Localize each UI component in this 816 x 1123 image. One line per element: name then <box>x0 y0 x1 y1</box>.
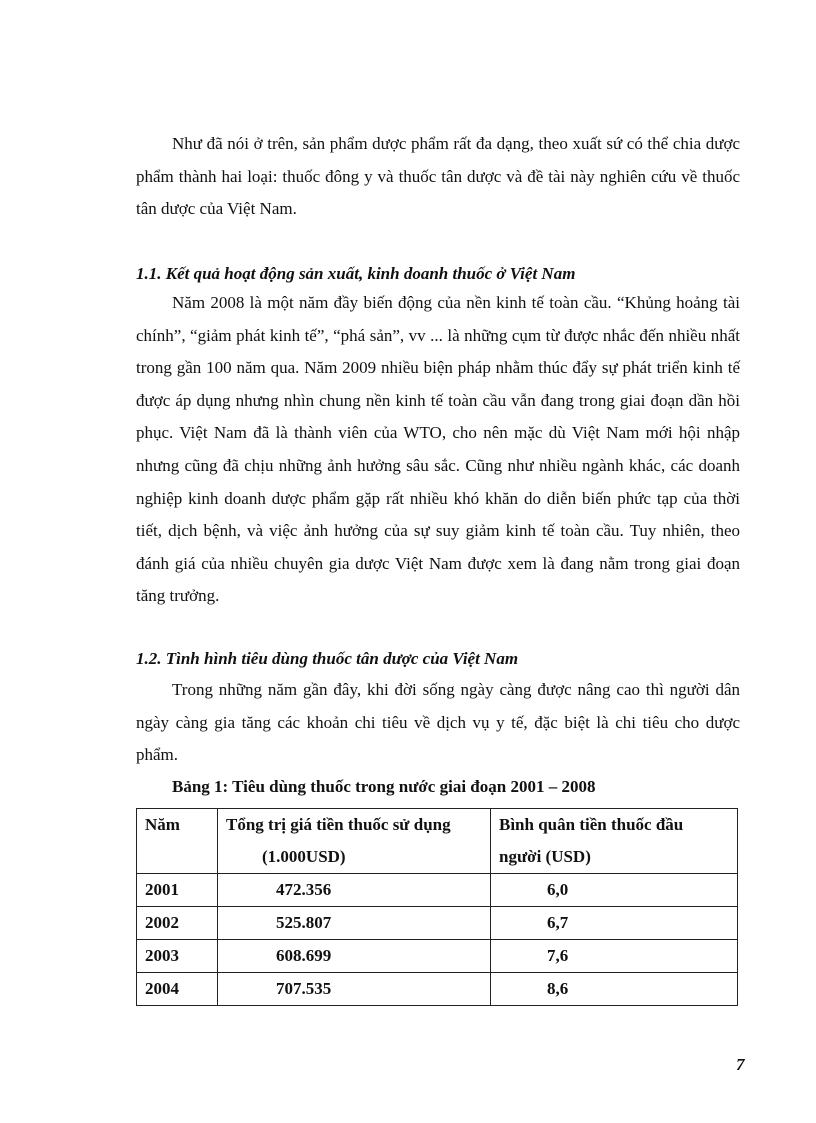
section-heading-1-1: 1.1. Kết quả hoạt động sản xuất, kinh doanh thuốc ở Việt Nam <box>136 264 576 283</box>
header-average-line1: Bình quân tiền thuốc đầu <box>499 815 684 834</box>
cell-year: 2002 <box>137 907 218 940</box>
section-1-1-text: Năm 2008 là một năm đầy biến động của nền kinh tế toàn cầu. “Khủng hoảng tài chính”, “giảm phát kinh tế”, “phá sản”, vv ... là những cụm từ được nhắc đến nhiều nhất trong gần 100 năm qua. Năm 2009 nhiều biện pháp nhằm thúc đẩy sự phát triển kinh tế được áp dụng nhưng nhìn chung nền kinh tế toàn cầu vẫn đang trong giai đoạn dần hồi phục. Việt Nam đã là thành viên của WTO, cho nên mặc dù Việt Nam mới hội nhập nhưng cũng đã chịu những ảnh hưởng sâu sắc. Cũng như nhiều ngành khác, các doanh nghiệp kinh doanh dược phẩm gặp rất nhiều khó khăn do diễn biến phức tạp của thời tiết, dịch bệnh, và việc ảnh hưởng của sự suy giảm kinh tế toàn cầu. Tuy nhiên, theo đánh giá của nhiều chuyên gia dược Việt Nam được xem là đang nằm trong giai đoạn tăng trưởng. <box>136 293 740 606</box>
table-header-row <box>137 809 738 874</box>
cell-total: 707.535 <box>218 973 491 1006</box>
cell-total: 472.356 <box>218 874 491 907</box>
cell-average: 7,6 <box>491 940 738 973</box>
table-row <box>137 940 738 973</box>
page-number: 7 <box>736 1055 745 1074</box>
cell-total: 608.699 <box>218 940 491 973</box>
header-total <box>218 809 491 874</box>
section-1-2-paragraph <box>136 674 740 772</box>
header-average <box>491 809 738 874</box>
table-caption: Bảng 1: Tiêu dùng thuốc trong nước giai đoạn 2001 – 2008 <box>172 777 596 796</box>
cell-total: 525.807 <box>218 907 491 940</box>
header-year: Năm <box>137 809 218 874</box>
header-total-line1: Tổng trị giá tiền thuốc sử dụng <box>226 815 451 834</box>
table-row <box>137 907 738 940</box>
cell-year: 2001 <box>137 874 218 907</box>
table-row <box>137 973 738 1006</box>
table-row <box>137 874 738 907</box>
intro-text: Như đã nói ở trên, sản phẩm dược phẩm rất đa dạng, theo xuất sứ có thể chia dược phẩm thành hai loại: thuốc đông y và thuốc tân dược và đề tài này nghiên cứu về thuốc tân dược của Việt Nam. <box>136 134 740 219</box>
section-1-1-paragraph <box>136 287 740 613</box>
cell-average: 6,0 <box>491 874 738 907</box>
section-1-2-text: Trong những năm gần đây, khi đời sống ngày càng được nâng cao thì người dân ngày càng gia tăng các khoản chi tiêu về dịch vụ y tế, đặc biệt là chi tiêu cho dược phẩm. <box>136 680 740 765</box>
cell-year: 2003 <box>137 940 218 973</box>
cell-year: 2004 <box>137 973 218 1006</box>
intro-paragraph <box>136 128 740 226</box>
cell-average: 8,6 <box>491 973 738 1006</box>
consumption-table <box>136 808 738 1006</box>
header-average-line2: người (USD) <box>499 847 591 866</box>
section-heading-1-2: 1.2. Tình hình tiêu dùng thuốc tân dược của Việt Nam <box>136 649 519 668</box>
header-total-line2: (1.000USD) <box>262 847 346 866</box>
cell-average: 6,7 <box>491 907 738 940</box>
